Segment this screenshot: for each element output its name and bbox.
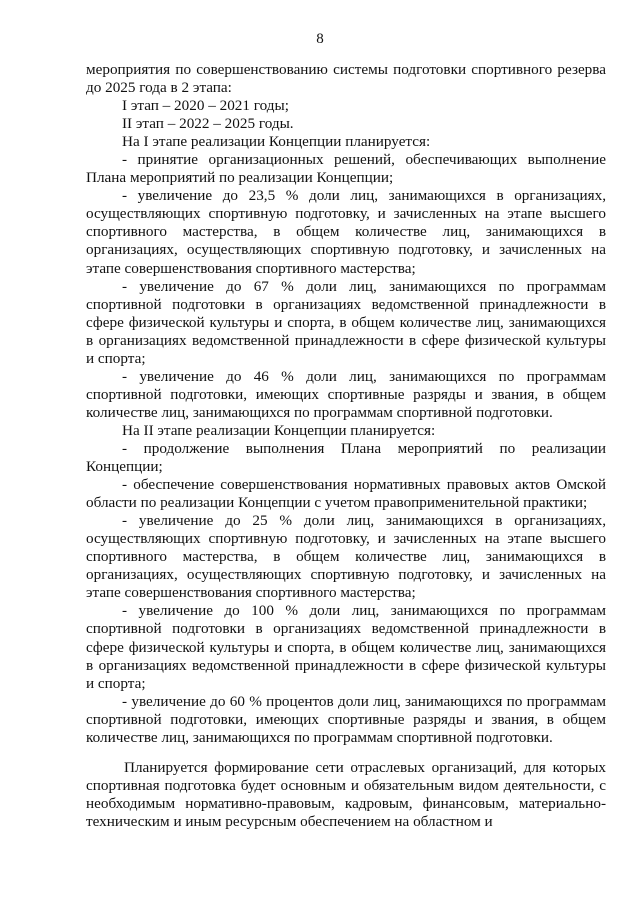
document-body bbox=[86, 61, 606, 831]
list-item: - увеличение до 25 % доли лиц, занимающихся в организациях, осуществляющих спортивную подготовку, и зачисленных на этапе высшего спортивного мастерства, в общем количестве лиц, занимающихся в организациях, осуществляющих спортивную подготовку, и зачисленных на этапе совершенствования спортивного мастерства; bbox=[86, 512, 606, 602]
list-item: - увеличение до 23,5 % доли лиц, занимающихся в организациях, осуществляющих спортивную подготовку, и зачисленных на этапе высшего спортивного мастерства, в общем количестве лиц, занимающихся в организациях, осуществляющих спортивную подготовку, и зачисленных на этапе совершенствования спортивного мастерства; bbox=[86, 187, 606, 277]
paragraph-intro: мероприятия по совершенствованию системы подготовки спортивного резерва до 2025 года в 2 этапа: bbox=[86, 61, 606, 97]
list-item: - увеличение до 60 % процентов доли лиц, занимающихся по программам спортивной подготовки, имеющих спортивные разряды и звания, в общем количестве лиц, занимающихся по программам спортивной подготовки. bbox=[86, 692, 606, 746]
paragraph-stage-2: II этап – 2022 – 2025 годы. bbox=[122, 115, 294, 133]
list-item: - увеличение до 46 % доли лиц, занимающихся по программам спортивной подготовки, имеющих спортивные разряды и звания, в общем количестве лиц, занимающихся по программам спортивной подготовки. bbox=[86, 367, 606, 421]
paragraph-stage-1-heading: На I этапе реализации Концепции планируется: bbox=[122, 133, 431, 151]
paragraph-stage-2-heading: На II этапе реализации Концепции планируется: bbox=[122, 421, 436, 439]
page-number: 8 bbox=[316, 31, 324, 47]
list-item: - увеличение до 67 % доли лиц, занимающихся по программам спортивной подготовки в организациях ведомственной принадлежности в сфере физической культуры и спорта, в общем количестве лиц, занимающихся в организациях ведомственной принадлежности в сфере физической культуры и спорта; bbox=[86, 277, 606, 367]
list-item: - принятие организационных решений, обеспечивающих выполнение Плана мероприятий по реализации Концепции; bbox=[86, 151, 606, 187]
list-item: - продолжение выполнения Плана мероприятий по реализации Концепции; bbox=[86, 439, 606, 476]
list-item: - увеличение до 100 % доли лиц, занимающихся по программам спортивной подготовки в организациях ведомственной принадлежности в сфере физической культуры и спорта, в общем количестве лиц, занимающихся в организациях ведомственной принадлежности в сфере физической культуры и спорта; bbox=[86, 602, 606, 692]
paragraph-network-plan: Планируется формирование сети отраслевых организаций, для которых спортивная подготовка будет основным и обязательным видом деятельности, с необходимым нормативно-правовым, кадровым, финансовым, материально-техническим и иным ресурсным обеспечением на областном и bbox=[86, 758, 606, 830]
paragraph-stage-1: I этап – 2020 – 2021 годы; bbox=[122, 97, 289, 115]
paragraph-spacer bbox=[86, 747, 606, 759]
list-item: - обеспечение совершенствования нормативных правовых актов Омской области по реализации Концепции с учетом правоприменительной практики; bbox=[86, 476, 606, 512]
